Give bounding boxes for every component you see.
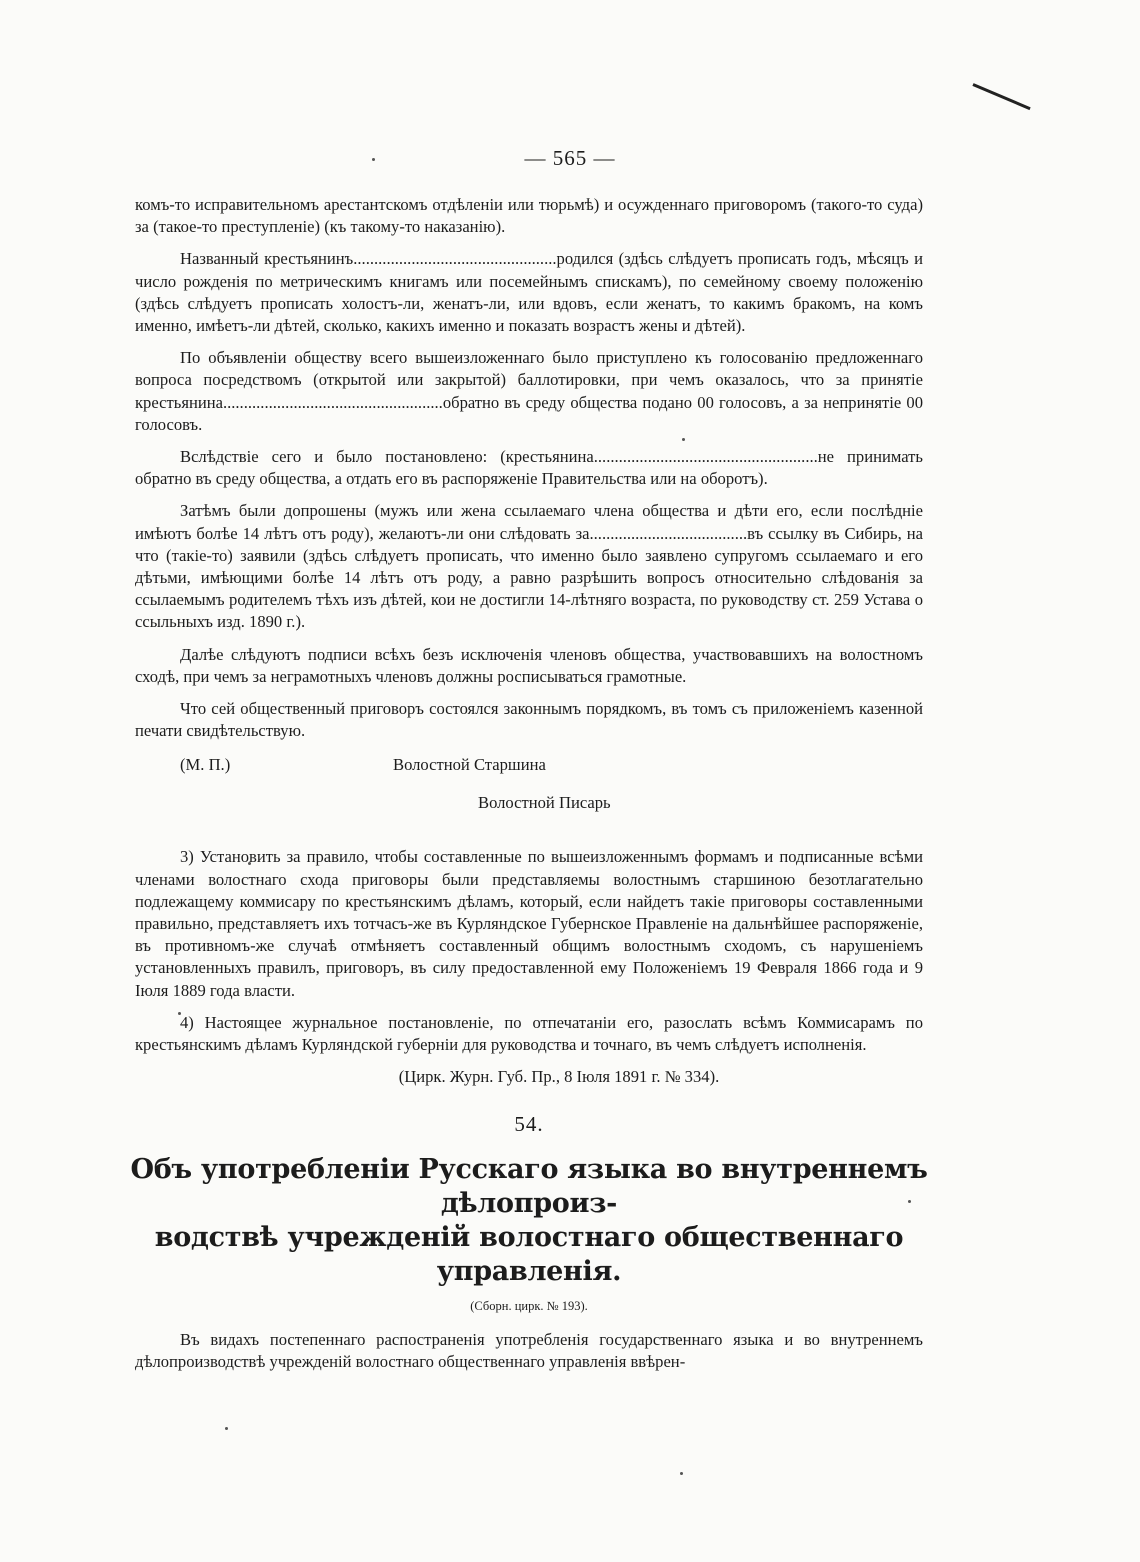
section-title-line: Объ употребленіи Русскаго языка во внутреннемъ дѣлопроиз-: [130, 1153, 928, 1219]
paragraph: По объявленіи обществу всего вышеизложеннаго было приступлено къ голосованію предложеннаго вопроса посредствомъ (открытой или закрытой) баллотировки, при чемъ оказалось, что за принятіе крестьянина.....................................................обратно въ среду общества подано 00 голосовъ, а за непринятіе 00 голосовъ.: [135, 348, 923, 434]
paragraph: 3) Установить за правило, чтобы составленные по вышеизложеннымъ формамъ и подписанные всѣми членами волостнаго схода приговоры были представляемы волостнымъ старшиною безотлагательно подлежащему коммисару по крестьянскимъ дѣламъ, который, если найдетъ такіе приговоры составленными правильно, представляетъ ихъ тотчасъ-же въ Курляндское Губернское Правленіе на дальнѣйшее распоряженіе, въ противномъ-же случаѣ отмѣняетъ составленный общимъ волостнымъ сходомъ, съ нарушеніемъ установленныхъ правилъ, приговоръ, въ силу предоставленной ему Положеніемъ 19 Февраля 1866 года и 9 Іюля 1889 года власти.: [135, 847, 923, 1000]
seal-mark: (М. П.): [180, 755, 231, 775]
paragraph: Что сей общественный приговоръ состоялся законнымъ порядкомъ, въ томъ съ приложеніемъ казенной печати свидѣтельствую.: [135, 699, 923, 741]
paragraph: 4) Настоящее журнальное постановленіе, по отпечатаніи его, разослать всѣмъ Коммисарамъ по крестьянскимъ дѣламъ Курляндской губерніи для руководства и точнаго, въ чемъ слѣдуетъ исполненія.: [135, 1012, 923, 1055]
scan-mark: [972, 83, 1030, 110]
pisar-signature: Волостной Писарь: [478, 793, 611, 813]
starshina-signature: Волостной Старшина: [393, 755, 546, 775]
page-number: — 565 —: [524, 146, 616, 170]
citation: (Цирк. Журн. Губ. Пр., 8 Іюля 1891 г. № 334).: [398, 1067, 720, 1087]
scan-speck: [225, 1427, 228, 1430]
source-reference: (Сборн. цирк. № 193).: [470, 1298, 588, 1313]
section-number: 54.: [514, 1111, 544, 1136]
section-title: [125, 1153, 933, 1289]
paragraph: комъ-то исправительномъ арестантскомъ отдѣленіи или тюрьмѣ) и осужденнаго приговоромъ (такого-то суда) за (такое-то преступленіе) (къ такому-то наказанію).: [135, 195, 923, 237]
paragraph: Далѣе слѣдуютъ подписи всѣхъ безъ исключенія членовъ общества, участвовавшихъ на волостномъ сходѣ, при чемъ за неграмотныхъ членовъ должны росписываться грамотные.: [135, 644, 923, 686]
signature-row: [135, 792, 923, 816]
paragraph: Въ видахъ постепеннаго распостраненія употребленія государственнаго языка и во внутреннемъ дѣлопроизводствѣ учрежденій волостнаго общественнаго управленія ввѣрен-: [135, 1329, 923, 1372]
paragraph: Вслѣдствіе сего и было постановлено: (крестьянина......................................................не принимать обратно въ среду общества, а отдать его въ распоряженіе Правительства или на оборотъ).: [135, 447, 923, 489]
signature-row: [135, 754, 923, 778]
section-title-line: водствѣ учрежденій волостнаго общественнаго управленія.: [154, 1221, 904, 1287]
scan-speck: [680, 1472, 683, 1475]
paragraph: Названный крестьянинъ.................................................родился (здѣсь слѣдуетъ прописать годъ, мѣсяцъ и число рожденія по метрическимъ книгамъ или посемейнымъ спискамъ), по семейному своему положенію (здѣсь слѣдуетъ прописать холостъ-ли, женатъ-ли, или вдовъ, если женатъ, то какимъ бракомъ, на комъ именно, имѣетъ-ли дѣтей, сколько, какихъ именно и показать возрастъ жены и дѣтей).: [135, 249, 923, 336]
paragraph: Затѣмъ были допрошены (мужъ или жена ссылаемаго члена общества и дѣти его, если послѣдніе имѣютъ болѣе 14 лѣтъ отъ роду), желаютъ-ли они слѣдовать за......................................въ ссылку въ Сибирь, на что (такіе-то) заявили (здѣсь слѣдуетъ прописать, что именно было заявлено супругомъ ссылаемаго и его дѣтьми, имѣющими болѣе 14 лѣтъ отъ роду, а равно разрѣшить вопросъ относительно слѣдованія за ссылаемымъ родителемъ тѣхъ изъ дѣтей, кои не достигли 14-лѣтняго возраста, по руководству ст. 259 Устава о ссыльныхъ изд. 1890 г.).: [135, 501, 923, 632]
document-body: [130, 194, 928, 1383]
